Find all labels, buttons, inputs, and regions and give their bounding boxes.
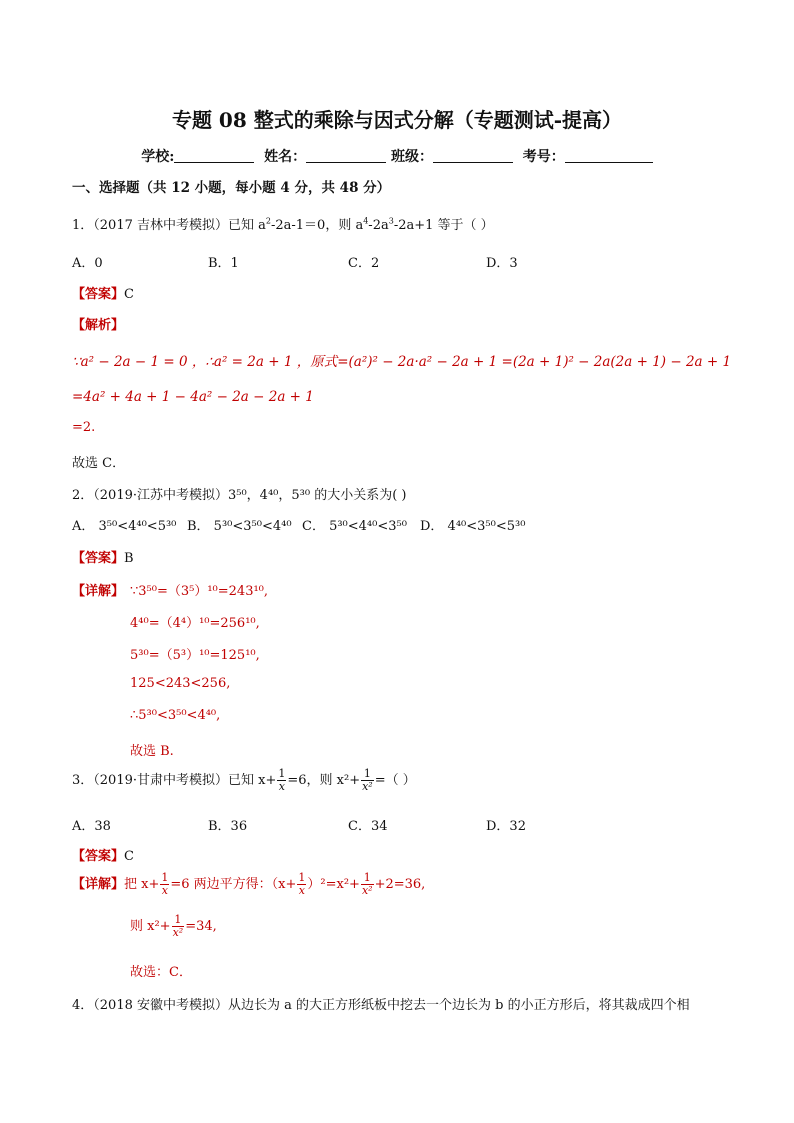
q2-detail-line-4: 125<243<256, (130, 676, 231, 691)
q1-analysis-line-1: ∵a² − 2a − 1 = 0 ，∴a² = 2a + 1 ，原式=(a²)² − 2a·a² − 2a + 1 =(2a + 1)² − 2a(2a + 1) − 2a + 1 (72, 354, 732, 370)
q1-option-d: D．3 (486, 256, 518, 271)
q3-option-b: B．36 (208, 819, 248, 834)
q3-option-c: C．34 (348, 819, 388, 834)
q1-answer: 【答案】C (72, 287, 134, 302)
student-info-line (0, 146, 794, 166)
q2-detail-line-6: 故选 B. (130, 744, 174, 759)
q2-option-d: D． 4⁴⁰<3⁵⁰<5³⁰ (420, 519, 526, 534)
q3-option-a: A．38 (72, 819, 111, 834)
question-4-stem: 4．（2018 安徽中考模拟）从边长为 a 的大正方形纸板中挖去一个边长为 b 的小正方形后，将其裁成四个相 (72, 998, 690, 1013)
class-blank[interactable] (433, 148, 513, 163)
school-blank[interactable] (174, 148, 254, 163)
section-heading: 一、选择题（共 12 小题，每小题 4 分，共 48 分） (72, 180, 391, 196)
school-label: 学校: (141, 149, 175, 165)
q3-detail-line-2: 则 x²+ $\frac{1}{\text{x²}}$ =34, (130, 913, 217, 939)
q2-option-b: B． 5³⁰<3⁵⁰<4⁴⁰ (187, 519, 292, 534)
q2-option-a: A． 3⁵⁰<4⁴⁰<5³⁰ (72, 519, 177, 534)
q1-analysis-label: 【解析】 (72, 318, 125, 333)
q2-answer: 【答案】B (72, 551, 134, 566)
question-1-stem: 1．（2017 吉林中考模拟）已知 $a^2-2a-1=0$，则 $a^4-2a^3-2a+1$ 等于（ ） (72, 216, 494, 233)
q3-detail-line-3: 故选：C． (130, 965, 192, 980)
q2-detail-line-1: ∵3⁵⁰=（3⁵）¹⁰=243¹⁰, (130, 584, 269, 599)
q1-analysis-line-2: =4a² + 4a + 1 − 4a² − 2a − 2a + 1 (72, 389, 314, 405)
q3-detail-line-1: 【详解】把 x+ $\frac{1}{x}$ =6 两边平方得：（x+ $\frac{1}{x}$ ）²=x²+ $\frac{1}{\text{x²}}$ +2=36, (72, 871, 426, 897)
page-title: 专题 08 整式的乘除与因式分解（专题测试-提高） (171, 108, 623, 132)
q3-option-d: D．32 (486, 819, 526, 834)
q3-answer: 【答案】C (72, 849, 134, 864)
q1-option-a: A．0 (72, 256, 103, 271)
q1-option-c: C．2 (348, 256, 380, 271)
name-label: 姓名： (264, 149, 307, 165)
class-label: 班级： (391, 149, 434, 165)
q2-option-c: C． 5³⁰<4⁴⁰<3⁵⁰ (302, 519, 407, 534)
question-2-stem: 2．（2019·江苏中考模拟）3⁵⁰，4⁴⁰，5³⁰ 的大小关系为( ) (72, 488, 407, 503)
q2-detail-line-2: 4⁴⁰=（4⁴）¹⁰=256¹⁰, (130, 616, 260, 631)
question-3-stem: 3．（2019·甘肃中考模拟）已知 x+ $\frac{1}{x}$ =6，则 x²+ $\frac{1}{\text{x²}}$ =（ ） (72, 767, 416, 793)
q1-analysis-line-3: =2. (72, 420, 96, 435)
q2-detail-line-3: 5³⁰=（5³）¹⁰=125¹⁰, (130, 648, 260, 663)
q1-option-b: B．1 (208, 256, 239, 271)
q2-detail-label: 【详解】 (72, 584, 125, 599)
q2-detail-line-5: ∴5³⁰<3⁵⁰<4⁴⁰, (130, 708, 221, 723)
exam-number-label: 考号： (522, 149, 565, 165)
q1-conclusion: 故选 C． (72, 456, 126, 471)
exam-number-blank[interactable] (565, 148, 653, 163)
name-blank[interactable] (306, 148, 386, 163)
